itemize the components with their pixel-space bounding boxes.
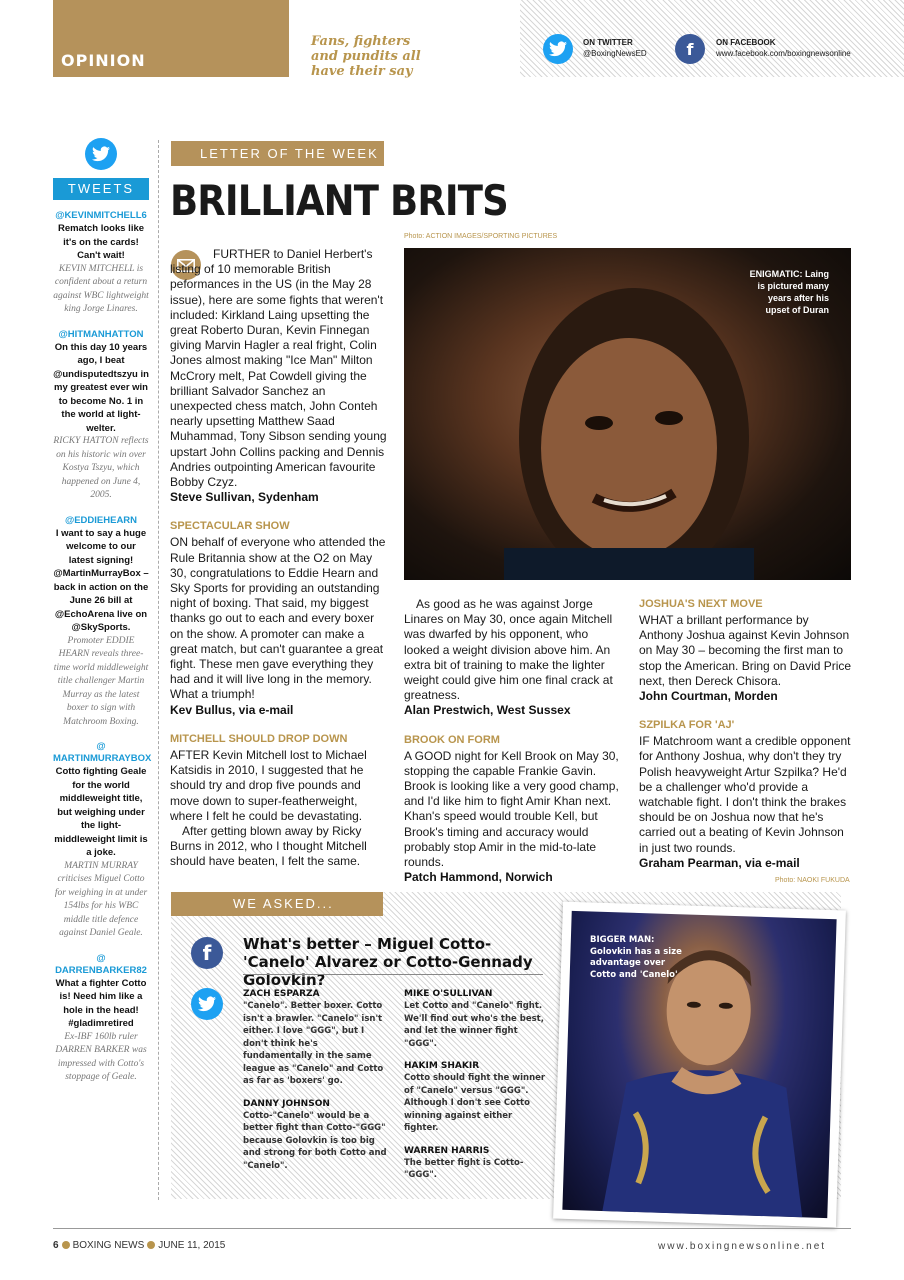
- letter-body: A GOOD night for Kell Brook on May 30, stopping the capable Frankie Gavin. Brook is looking like a very good champ, and I'd like him to fight Amir Khan next. Khan's speed would trouble Kell, but Brook's timing and accuracy would probably stop Amir in the mid-to-late rounds.: [404, 748, 619, 870]
- twitter-icon: [191, 988, 223, 1020]
- answer-name: HAKIM SHAKIR: [404, 1061, 480, 1071]
- tweet-list: [53, 210, 152, 1097]
- tweets-header: TWEETS: [53, 178, 149, 200]
- we-asked-label: WE ASKED...: [171, 892, 383, 916]
- tweet-text: What a fighter Cotto is! Need him like a hole in the head! #gladimretired: [55, 977, 147, 1029]
- answers-column-left: [243, 988, 388, 1182]
- tweet-text: I want to say a huge welcome to our latest signing! @MartinMurrayBox – back in action on the June 26 bill at @EchoArena live on @SkySports.: [53, 527, 149, 633]
- letter-body: WHAT a brillant performance by Anthony Joshua against Kevin Johnson on May 30 – becoming the first man to stop the American. Bring on David Price next, then Dereck Chisora.: [639, 613, 852, 688]
- answers-column-right: [404, 988, 549, 1192]
- facebook-url[interactable]: www.facebook.com/boxingnewsonline: [716, 49, 851, 58]
- answer-name: ZACH ESPARZA: [243, 989, 320, 999]
- we-asked-question: What's better – Miguel Cotto-'Canelo' Alvarez or Cotto-Gennady Golovkin?: [243, 935, 533, 989]
- footer-folio: [53, 1240, 225, 1251]
- divider: [243, 974, 543, 975]
- letter-heading: SZPILKA FOR 'AJ': [639, 719, 735, 732]
- footer-url[interactable]: www.boxingnewsonline.net: [658, 1241, 827, 1252]
- answer-text: Cotto should fight the winner of "Canelo" versus "GGG". Although I don't see Cotto winning against either fighter.: [404, 1073, 546, 1133]
- section-label: OPINION: [61, 51, 146, 70]
- letter-body: AFTER Kevin Mitchell lost to Michael Katsidis in 2010, I suggested that he should try and drop five pounds and move down to super-featherweight, where I felt he could be devastating.: [170, 747, 367, 823]
- tweet-handle[interactable]: @ MARTINMURRAYBOX: [53, 741, 152, 764]
- letter-body: As good as he was against Jorge Linares on May 30, once again Mitchell was dwarfed by his opponent, who looked a weight division above him. An extra bit of training to make the lighter weight could give him one final crack at greatness.: [404, 597, 613, 703]
- publication-name: BOXING NEWS: [72, 1240, 145, 1251]
- letter-signature: Graham Pearman, via e-mail: [639, 855, 800, 870]
- letter-heading: JOSHUA'S NEXT MOVE: [639, 598, 763, 610]
- letter-of-week-label: LETTER OF THE WEEK: [171, 141, 384, 166]
- twitter-title: ON TWITTER: [583, 38, 633, 47]
- tweet-caption: Ex-IBF 160lb ruler DARREN BARKER was impressed with Cotto's stoppage of Geale.: [55, 1031, 147, 1082]
- dot-icon: [147, 1241, 155, 1249]
- twitter-icon[interactable]: [543, 34, 573, 64]
- tweet-item: [53, 329, 149, 503]
- letter-signature: Patch Hammond, Norwich: [404, 870, 553, 885]
- tweet-handle[interactable]: @KEVINMITCHELL6: [55, 210, 147, 221]
- tweet-handle[interactable]: @HITMANHATTON: [58, 328, 144, 340]
- letters-column-2: [404, 597, 619, 885]
- tweet-item: [53, 515, 149, 730]
- column-divider: [158, 140, 159, 1200]
- tweet-caption: KEVIN MITCHELL is confident about a return against WBC lightweight king Jorge Linares.: [53, 263, 149, 314]
- tweet-text: Cotto fighting Geale for the world middleweight title, but weighing under the light-middleweight limit is a joke.: [54, 766, 148, 858]
- facebook-icon[interactable]: f: [675, 34, 705, 64]
- tagline: Fans, fighters and pundits all have their say: [311, 34, 421, 79]
- answer-name: MIKE O'SULLIVAN: [404, 989, 493, 999]
- letter-body: FURTHER to Daniel Herbert's listing of 10 memorable British peformances in the US (in the May 28 issue), here are some fights that weren't included: Kirkland Laing upsetting the great Roberto Duran, Kevin Finnegan giving Marvin Hagler a real fright, Colin Jones almost making "Ice Man" Milton McCrory melt, Pat Cowdell giving the brilliant Salvador Sanchez an unexpected chess match, John Conteh nearly upsetting Matthew Saad Muhammad, Tony Sibson sending young upstart John Collins packing and Dennis Andries outpointing American favourite Bobby Czyz.: [170, 247, 387, 490]
- letter-signature: Steve Sullivan, Sydenham: [170, 490, 319, 505]
- page-number: 6: [53, 1240, 59, 1251]
- tweet-caption: Promoter EDDIE HEARN reveals three-time world middleweight title challenger Martin Murray as the latest boxer to sign with Matchroom Boxing.: [53, 635, 149, 727]
- letters-column-3: [639, 597, 852, 871]
- letter-heading: MITCHELL SHOULD DROP DOWN: [170, 732, 348, 745]
- letters-column-1: [170, 247, 390, 870]
- tweet-caption: MARTIN MURRAY criticises Miguel Cotto for weighing in at under 154lbs for his WBC middle title defence against Daniel Geale.: [54, 860, 148, 938]
- letter-signature: Alan Prestwich, West Sussex: [404, 703, 571, 718]
- answer-text: Cotto-"Canelo" would be a better fight than Cotto-"GGG" because Golovkin is too big and strong for both Cotto and "Canelo".: [243, 1110, 387, 1171]
- photo-credit: Photo: NAOKI FUKUDA: [775, 877, 850, 884]
- headline: BRILLIANT BRITS: [170, 176, 508, 225]
- footer-rule: [53, 1228, 851, 1229]
- tweet-item: [53, 210, 149, 317]
- answer-name: DANNY JOHNSON: [243, 1098, 330, 1109]
- facebook-title: ON FACEBOOK: [716, 38, 776, 47]
- letter-heading: BROOK ON FORM: [404, 733, 500, 746]
- letter-body: After getting blown away by Ricky Burns in 2012, who I thought Mitchell should have beaten, I felt the same.: [170, 823, 367, 869]
- letter-body: IF Matchroom want a credible opponent for Anthony Joshua, why don't they try Polish heavyweight Artur Szpilka? He'd be a challenger who'd provide a watchable fight. I don't think the brakes should be on Joshua now that he's carried out a beating of Kevin Johnson in just two rounds.: [639, 734, 851, 855]
- letter-heading: SPECTACULAR SHOW: [170, 520, 290, 533]
- twitter-handle[interactable]: @BoxingNewsED: [583, 49, 647, 58]
- letter-signature: Kev Bullus, via e-mail: [170, 702, 294, 717]
- photo-caption: BIGGER MAN: Golovkin has a size advantage over Cotto and 'Canelo': [590, 935, 682, 980]
- twitter-icon: [85, 138, 117, 170]
- tweet-handle[interactable]: @EDDIEHEARN: [64, 514, 138, 526]
- answer-name: WARREN HARRIS: [404, 1145, 490, 1156]
- tweet-handle[interactable]: @ DARRENBARKER82: [55, 952, 147, 976]
- answer-text: Let Cotto and "Canelo" fight. We'll find out who's the best, and let the winner fight "GGG".: [404, 1001, 544, 1049]
- photo-credit: Photo: ACTION IMAGES/SPORTING PICTURES: [404, 233, 558, 240]
- tweet-text: On this day 10 years ago, I beat @undisputedtszyu in my greatest ever win to become No. 1 in the world at light-welter.: [53, 341, 149, 434]
- social-strip: [520, 0, 904, 77]
- answer-text: The better fight is Cotto-"GGG".: [404, 1157, 524, 1180]
- tweet-item: [53, 953, 149, 1085]
- issue-date: JUNE 11, 2015: [158, 1240, 226, 1251]
- facebook-icon: f: [191, 937, 223, 969]
- tweet-caption: RICKY HATTON reflects on his historic win over Kostya Tszyu, which happened on June 4, 2005.: [53, 436, 149, 500]
- dot-icon: [62, 1241, 70, 1249]
- tweet-text: Rematch looks like it's on the cards! Can't wait!: [57, 223, 145, 261]
- answer-text: "Canelo". Better boxer. Cotto isn't a brawler. "Canelo" isn't either. I love "GGG", but I don't think he's fundamentally in the same league as "Canelo" and Cotto as far as 'boxers' go.: [243, 1001, 384, 1086]
- photo-caption: ENIGMATIC: Laing is pictured many years after his upset of Duran: [749, 269, 829, 315]
- letter-body: ON behalf of everyone who attended the Rule Britannia show at the O2 on May 30, congratulations to Eddie Hearn and Sky Sports for providing an outstanding night of boxing. That said, my biggest thanks go out to each and every boxer on the show. A promoter can make a great match, but can't guarantee a great fight. These men gave everything they had and it will live long in the memory. What a triumph!: [170, 535, 386, 702]
- letter-signature: John Courtman, Morden: [639, 689, 778, 704]
- tweet-item: [53, 741, 152, 941]
